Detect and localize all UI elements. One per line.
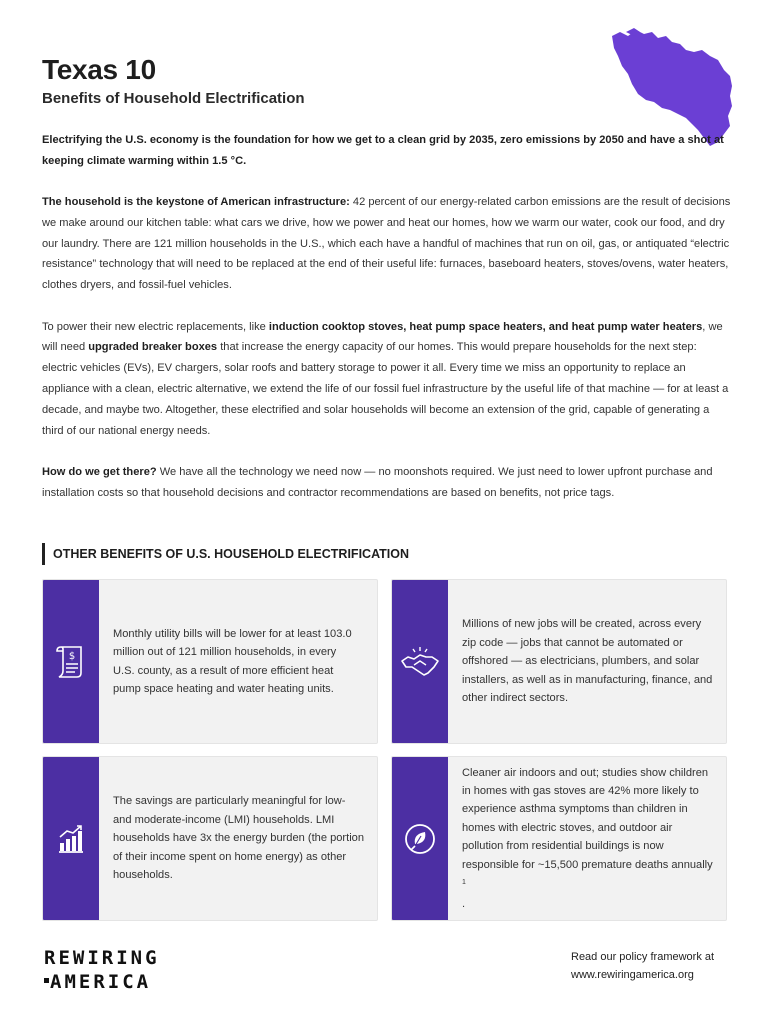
paragraph-keystone (42, 192, 732, 296)
page-subtitle: Benefits of Household Electrification (42, 90, 305, 107)
card-text-content (462, 764, 714, 914)
benefit-card-utility-bills (42, 579, 378, 744)
paragraph-replacements (42, 317, 732, 442)
card-text-main: Cleaner air indoors and out; studies show children in homes with gas stoves are 42% more likely to experience asthma symptoms than children in homes with electric stoves, and outdoor air pollution from residential buildings is now responsible for ~15,500 premature deaths annually (462, 766, 713, 871)
intro-paragraph (42, 130, 732, 172)
body-text (42, 130, 732, 524)
benefit-card-jobs (391, 579, 727, 744)
logo-line-2: AMERICA (50, 971, 152, 993)
footer-link[interactable]: www.rewiringamerica.org (571, 969, 694, 981)
utility-bill-icon (55, 643, 87, 681)
replacements-bold-1: induction cooktop stoves, heat pump space heaters, and heat pump water heaters (268, 320, 703, 333)
svg-text:$: $ (68, 650, 76, 662)
card-icon-band (43, 757, 99, 920)
replacements-text-2: , we will need (42, 320, 723, 354)
keystone-bold: The household is the keystone of American infrastructure: (42, 196, 350, 209)
card-icon-band (392, 580, 448, 743)
footer-line-1: Read our policy framework at (571, 951, 715, 963)
card-text-content: Monthly utility bills will be lower for at least 103.0 million out of 121 million households, in every U.S. county, as a result of more efficient heat pump space heating and water heating units. (113, 627, 352, 695)
footer-note (571, 948, 714, 984)
bar-chart-icon (56, 823, 86, 855)
card-text-end: . (462, 898, 466, 911)
card-text (113, 757, 365, 920)
keystone-text: 42 percent of our energy-related carbon emissions are the result of decisions we make around our kitchen table: what cars we drive, how we power and heat our homes, how we warm our water, cook our food, and dry our laundry. There are 121 million households in the U.S., which each have a handful of machines that run on oil, gas, or antiquated “electric resistance” technology that will need to be replaced at the end of their useful life: furnaces, baseboard heaters, stoves/ovens, water heaters, clothes dryers, and fossil-fuel vehicles. (42, 196, 731, 292)
how-bold: How do we get there? (42, 465, 157, 478)
rewiring-america-logo[interactable] (44, 946, 160, 998)
benefit-card-lmi-savings (42, 756, 378, 921)
replacements-text-3: that increase the energy capacity of our homes. This would prepare households for the next step: electric vehicles (EVs), EV chargers, solar roofs and battery storage to power it all. Every time we miss an opportunity to replace an appliance with a clean, electric alternative, we extend the life of our fossil fuel infrastructure by the useful life of that machine — for at least a decade, and maybe two. Altogether, these electrified and solar households will become an extension of the grid, capable of generating a third of our national energy needs. (42, 341, 729, 437)
card-text-content: Millions of new jobs will be created, across every zip code — jobs that cannot be automated or offshored — as electricians, plumbers, and solar installers, as well as in manufacturing, finance, and other indirect sectors. (462, 618, 713, 705)
section-heading: OTHER BENEFITS OF U.S. HOUSEHOLD ELECTRIFICATION (42, 543, 409, 565)
paragraph-how (42, 462, 732, 504)
replacements-bold-2: upgraded breaker boxes (88, 341, 218, 354)
handshake-icon (400, 645, 440, 679)
replacements-text-1: To power their new electric replacements, like (42, 320, 269, 333)
card-text-content: The savings are particularly meaningful for low- and moderate-income (LMI) households. LMI households have 3x the energy burden (the portion of their income spent on home energy) as other households. (113, 795, 365, 882)
intro-lead: Electrifying the U.S. economy is the foundation for how we get to a clean grid by 2035, zero emissions by 2050 and have a shot at keeping climate warming within 1.5 °C. (42, 134, 724, 167)
card-text (113, 580, 359, 743)
logo-line-1: REWIRING (44, 947, 160, 969)
card-text (462, 757, 714, 920)
card-icon-band (43, 580, 99, 743)
card-text (462, 580, 714, 743)
card-icon-band (392, 757, 448, 920)
footnote-marker: 1 (462, 878, 466, 886)
leaf-plug-icon (403, 822, 437, 856)
page-title: Texas 10 (42, 54, 156, 85)
flag-icon (44, 978, 49, 983)
benefit-card-clean-air (391, 756, 727, 921)
how-text: We have all the technology we need now — no moonshots required. We just need to lower upfront purchase and installation costs so that household decisions and contractor recommendations are based on benefits, not price tags. (42, 465, 713, 499)
